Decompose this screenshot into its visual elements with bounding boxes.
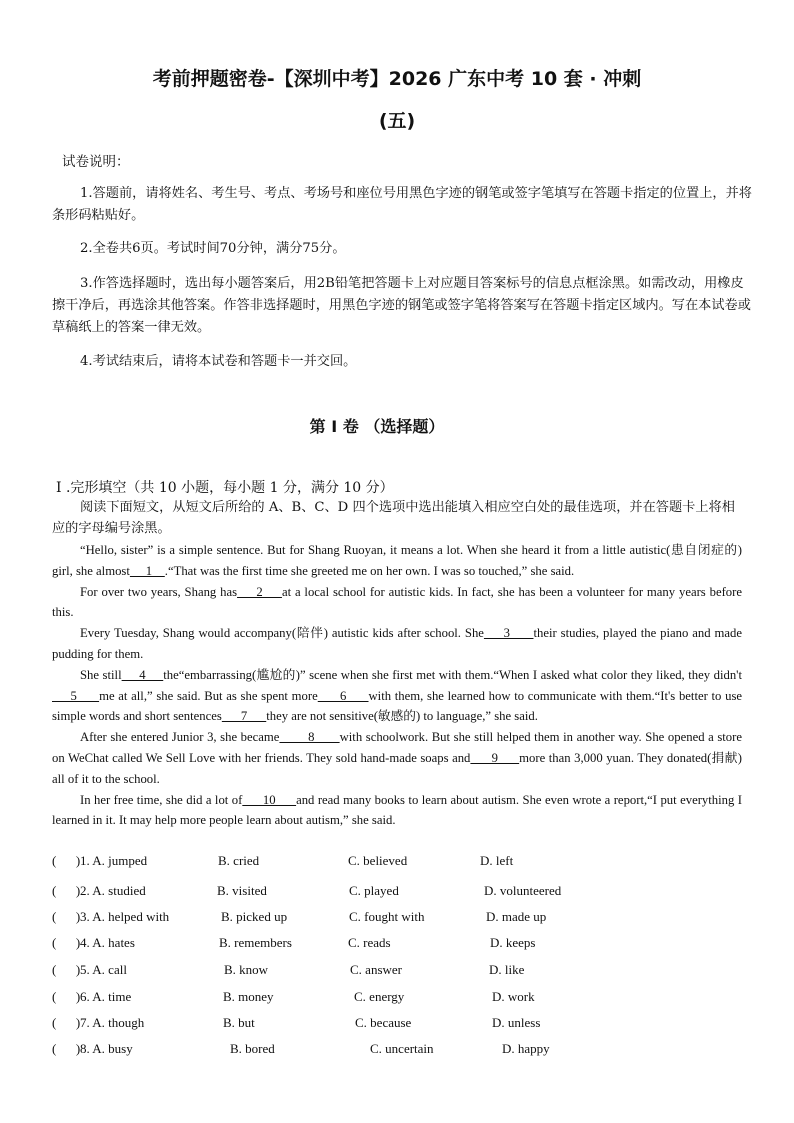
option-b: B. money: [223, 989, 274, 1004]
option-a: 4. A. hates: [80, 935, 135, 950]
question-row-2: [52, 883, 752, 903]
blank-4: 4: [121, 667, 164, 682]
answer-paren[interactable]: ( ): [52, 1041, 81, 1056]
option-b: B. cried: [218, 853, 260, 868]
option-c: C. energy: [354, 989, 405, 1004]
option-a: 7. A. though: [80, 1015, 145, 1030]
passage-paragraph-2: [52, 582, 742, 624]
option-c: C. because: [355, 1015, 412, 1030]
passage-paragraph-5: [52, 727, 742, 789]
option-c: C. believed: [348, 853, 408, 868]
answer-paren[interactable]: ( ): [52, 883, 81, 898]
blank-2: 2: [237, 584, 282, 599]
exam-subtitle: (五): [378, 110, 416, 132]
passage-text: She still: [80, 667, 122, 682]
option-d: D. like: [489, 962, 525, 977]
option-b: B. but: [223, 1015, 255, 1030]
blank-3: 3: [483, 626, 534, 641]
blank-7: 7: [221, 709, 267, 724]
answer-paren[interactable]: ( ): [52, 1015, 81, 1030]
option-c: C. reads: [348, 935, 391, 950]
passage-paragraph-3: [52, 623, 742, 665]
passage-text: at a local school for autistic kids. In fact, she has been a volunteer for many years before this.: [52, 584, 742, 620]
question-row-1: [52, 853, 752, 873]
passage-paragraph-1: [52, 540, 742, 582]
answer-paren[interactable]: ( ): [52, 989, 81, 1004]
passage-text: In her free time, she did a lot of: [80, 792, 243, 807]
answer-paren[interactable]: ( ): [52, 853, 81, 868]
blank-8: 8: [279, 730, 340, 745]
question-row-3: [52, 909, 752, 929]
exam-title: 考前押题密卷-【深圳中考】2026 广东中考 10 套 · 冲刺: [152, 68, 642, 90]
passage-text: .“That was the first time she greeted me on her own. I was so touched,” she said.: [164, 563, 575, 578]
section-heading: 第 I 卷 （选择题）: [309, 417, 445, 436]
passage-text: they are not sensitive(敏感的) to language,” she said.: [266, 709, 538, 724]
question-row-7: [52, 1015, 752, 1035]
question-row-8: [52, 1041, 752, 1061]
passage-text: and read many books to learn about autism. She even wrote a report,“I put everything I learned in it. It may help more people learn about autism,” she said.: [52, 792, 742, 828]
option-d: D. unless: [492, 1015, 541, 1030]
instruction-item-4: 4.考试结束后，请将本试卷和答题卡一并交回。: [80, 354, 357, 369]
option-d: D. made up: [486, 909, 547, 924]
option-a: 6. A. time: [80, 989, 132, 1004]
blank-5: 5: [52, 688, 100, 703]
question-row-6: [52, 989, 752, 1009]
option-a: 1. A. jumped: [80, 853, 148, 868]
passage-paragraph-6: [52, 790, 742, 832]
question-row-4: [52, 935, 752, 955]
option-b: B. remembers: [219, 935, 292, 950]
option-b: B. picked up: [221, 909, 288, 924]
passage-text: For over two years, Shang has: [80, 584, 238, 599]
option-c: C. answer: [350, 962, 402, 977]
passage-text: their studies, played the piano and made pudding for them.: [52, 626, 743, 661]
blank-9: 9: [470, 750, 520, 765]
option-a: 8. A. busy: [80, 1041, 133, 1056]
blank-6: 6: [317, 688, 369, 703]
option-c: C. fought with: [349, 909, 425, 924]
option-c: C. uncertain: [370, 1041, 434, 1056]
option-a: 2. A. studied: [80, 883, 146, 898]
option-a: 5. A. call: [80, 962, 127, 977]
passage-text: more than 3,000 yuan. They donated(捐献) all of it to the school.: [52, 750, 742, 786]
passage-text: with schoolwork. But she still helped them in another way. She opened a store on WeChat called We Sell Love with her friends. They sold hand-made soaps and: [52, 730, 743, 765]
option-d: D. work: [492, 989, 535, 1004]
answer-paren[interactable]: ( ): [52, 909, 81, 924]
passage-text: with them, she learned how to communicate with them.“It's better to use simple words and short sentences: [52, 688, 743, 724]
part-heading: I .完形填空（共 10 小题，每小题 1 分，满分 10 分）: [56, 480, 394, 496]
option-b: B. know: [224, 962, 269, 977]
question-row-5: [52, 962, 752, 982]
option-d: D. keeps: [490, 935, 536, 950]
part-instruction: 阅读下面短文，从短文后所给的 A、B、C、D 四个选项中选出能填入相应空白处的最佳选项，并在答题卡上将相应的字母编号涂黑。: [52, 500, 735, 536]
option-d: D. volunteered: [484, 883, 562, 898]
passage-paragraph-4: [52, 665, 742, 727]
option-b: B. visited: [217, 883, 267, 898]
option-c: C. played: [349, 883, 399, 898]
passage-text: After she entered Junior 3, she became: [80, 730, 280, 745]
passage-text: the“embarrassing(尴尬的)” scene when she first met with them.“When I asked what color they liked, they didn't: [163, 667, 742, 682]
cloze-passage: [52, 540, 742, 831]
passage-text: “Hello, sister” is a simple sentence. But for Shang Ruoyan, it means a lot. When she heard it from a little autistic(患自闭症的) girl, she almost: [52, 543, 742, 578]
option-d: D. left: [480, 853, 514, 868]
passage-text: me at all,” she said. But as she spent more: [99, 688, 318, 703]
blank-10: 10: [242, 792, 297, 807]
instruction-item-1: 1.答题前，请将姓名、考生号、考点、考场号和座位号用黑色字迹的钢笔或签字笔填写在答题卡指定的位置上，并将条形码粘贴好。: [52, 186, 752, 223]
answer-paren[interactable]: ( ): [52, 935, 81, 950]
answer-paren[interactable]: ( ): [52, 962, 81, 977]
instructions-label: 试卷说明：: [62, 154, 130, 170]
instruction-item-2: 2.全卷共6页。考试时间70分钟，满分75分。: [80, 241, 346, 256]
option-a: 3. A. helped with: [80, 909, 170, 924]
option-b: B. bored: [230, 1041, 275, 1056]
blank-1: 1: [129, 563, 165, 578]
option-d: D. happy: [502, 1041, 550, 1056]
instruction-item-3: 3.作答选择题时，选出每小题答案后，用2B铅笔把答题卡上对应题目答案标号的信息点框涂黑。如需改动，用橡皮擦干净后，再选涂其他答案。作答非选择题时，用黑色字迹的钢笔或签字笔将答案写在答题卡指定区域内。写在本试卷或草稿纸上的答案一律无效。: [52, 276, 751, 335]
passage-text: Every Tuesday, Shang would accompany(陪伴) autistic kids after school. She: [80, 626, 484, 641]
